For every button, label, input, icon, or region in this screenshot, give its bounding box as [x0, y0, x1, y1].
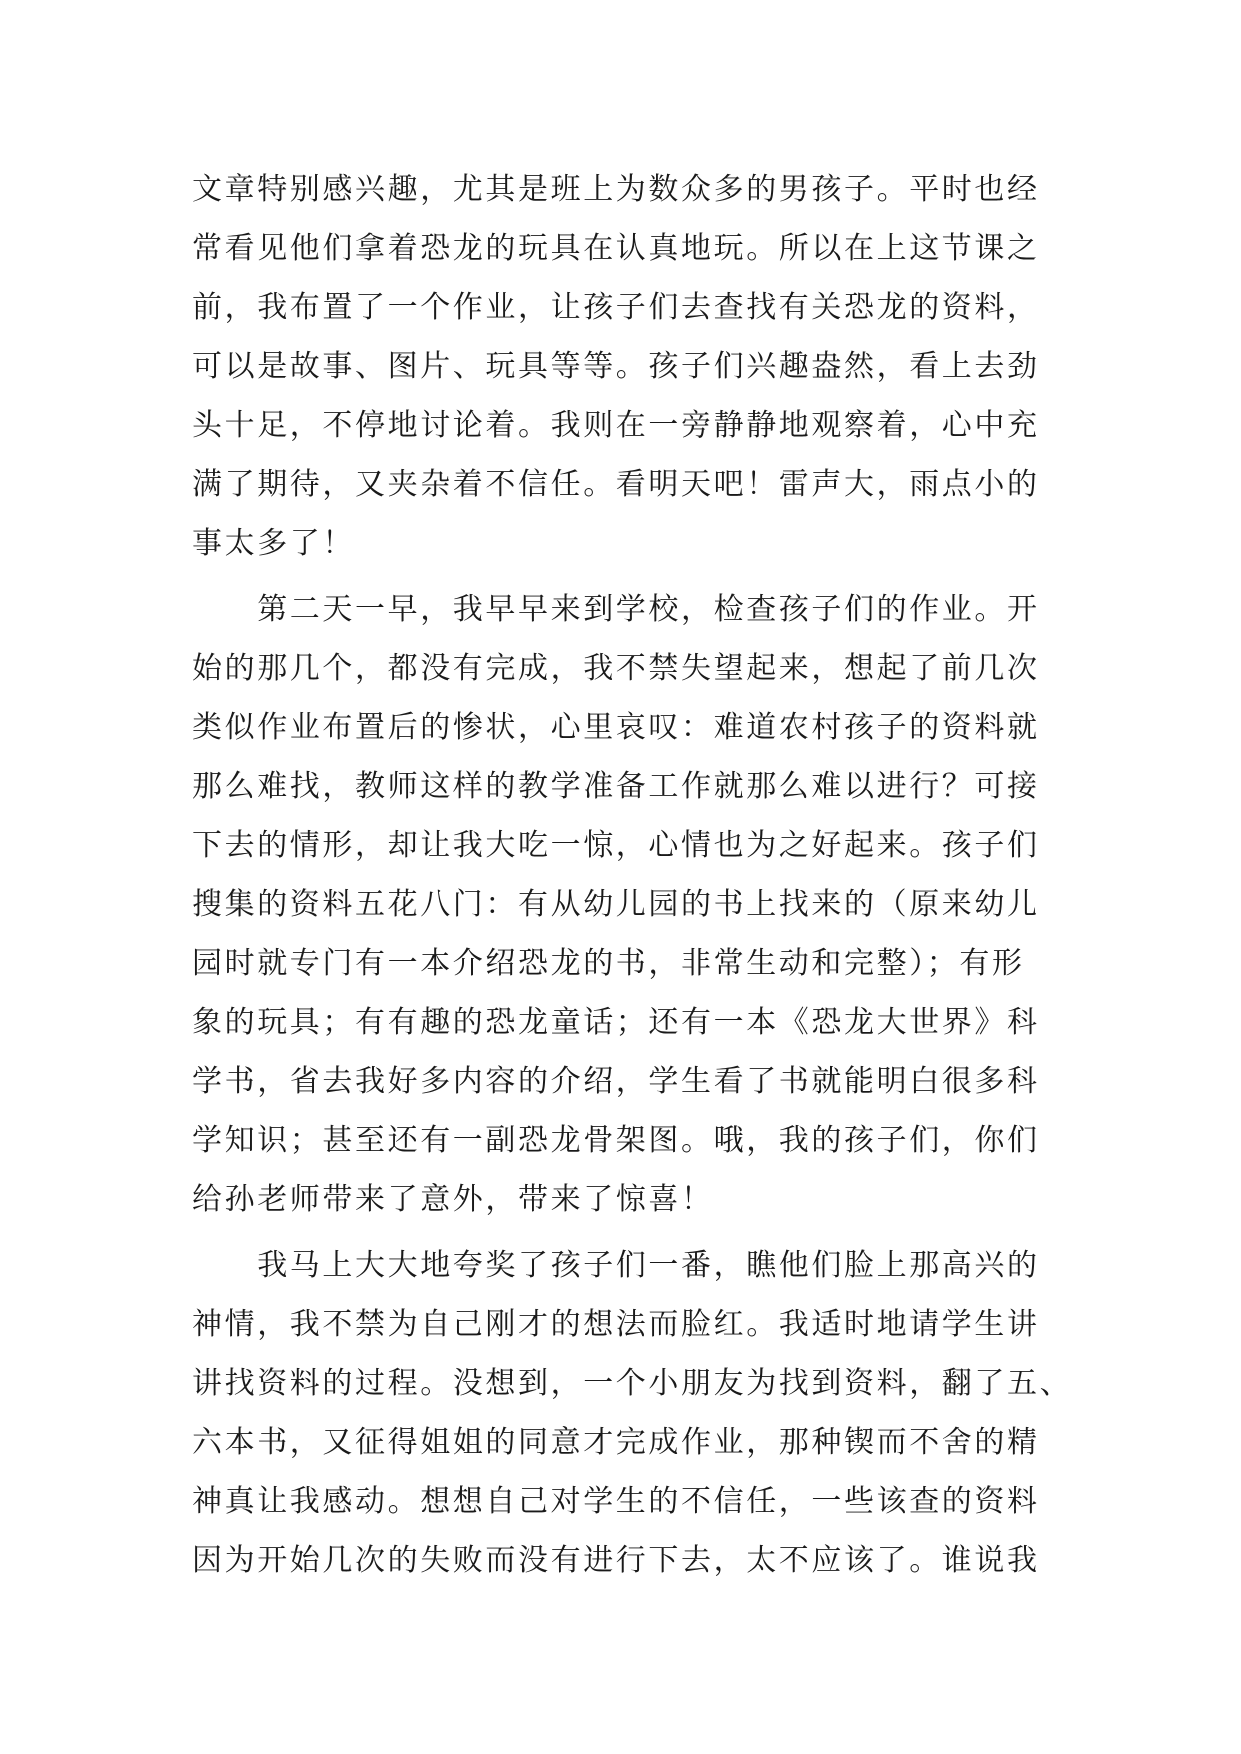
text-line: 类似作业布置后的惨状，心里哀叹：难道农村孩子的资料就	[192, 710, 1040, 745]
text-line: 常看见他们拿着恐龙的玩具在认真地玩。所以在上这节课之	[192, 231, 1040, 266]
text-line: 六本书，又征得姐姐的同意才完成作业，那种锲而不舍的精	[192, 1425, 1040, 1460]
text-line: 下去的情形，却让我大吃一惊，心情也为之好起来。孩子们	[192, 828, 1040, 863]
text-line: 搜集的资料五花八门：有从幼儿园的书上找来的（原来幼儿	[192, 887, 1040, 922]
text-line: 学书，省去我好多内容的介绍，学生看了书就能明白很多科	[192, 1064, 1040, 1099]
paragraph-start-line: 我马上大大地夸奖了孩子们一番，瞧他们脸上那高兴的	[192, 1248, 1040, 1283]
text-line: 因为开始几次的失败而没有进行下去，太不应该了。谁说我	[192, 1543, 1040, 1578]
text-line: 象的玩具；有有趣的恐龙童话；还有一本《恐龙大世界》科	[192, 1005, 1040, 1040]
text-line: 学知识；甚至还有一副恐龙骨架图。哦，我的孩子们，你们	[192, 1123, 1040, 1158]
text-line: 神情，我不禁为自己刚才的想法而脸红。我适时地请学生讲	[192, 1307, 1040, 1342]
text-line: 给孙老师带来了意外，带来了惊喜！	[192, 1182, 714, 1217]
body-text	[192, 160, 1072, 1590]
text-line: 园时就专门有一本介绍恐龙的书，非常生动和完整）；有形	[192, 946, 1025, 981]
text-line: 那么难找，教师这样的教学准备工作就那么难以进行？可接	[192, 769, 1040, 804]
text-line: 头十足，不停地讨论着。我则在一旁静静地观察着，心中充	[192, 408, 1040, 443]
text-line: 可以是故事、图片、玩具等等。孩子们兴趣盎然，看上去劲	[192, 349, 1040, 384]
text-line: 事太多了！	[192, 526, 355, 561]
text-line: 讲找资料的过程。没想到，一个小朋友为找到资料，翻了五、	[192, 1366, 1073, 1401]
text-line: 前，我布置了一个作业，让孩子们去查找有关恐龙的资料，	[192, 290, 1040, 325]
text-line: 始的那几个，都没有完成，我不禁失望起来，想起了前几次	[192, 651, 1040, 686]
text-line: 文章特别感兴趣，尤其是班上为数众多的男孩子。平时也经	[192, 172, 1040, 207]
paragraph-start-line: 第二天一早，我早早来到学校，检查孩子们的作业。开	[192, 592, 1040, 627]
text-line: 神真让我感动。想想自己对学生的不信任，一些该查的资料	[192, 1484, 1040, 1519]
text-line: 满了期待，又夹杂着不信任。看明天吧！雷声大，雨点小的	[192, 467, 1040, 502]
